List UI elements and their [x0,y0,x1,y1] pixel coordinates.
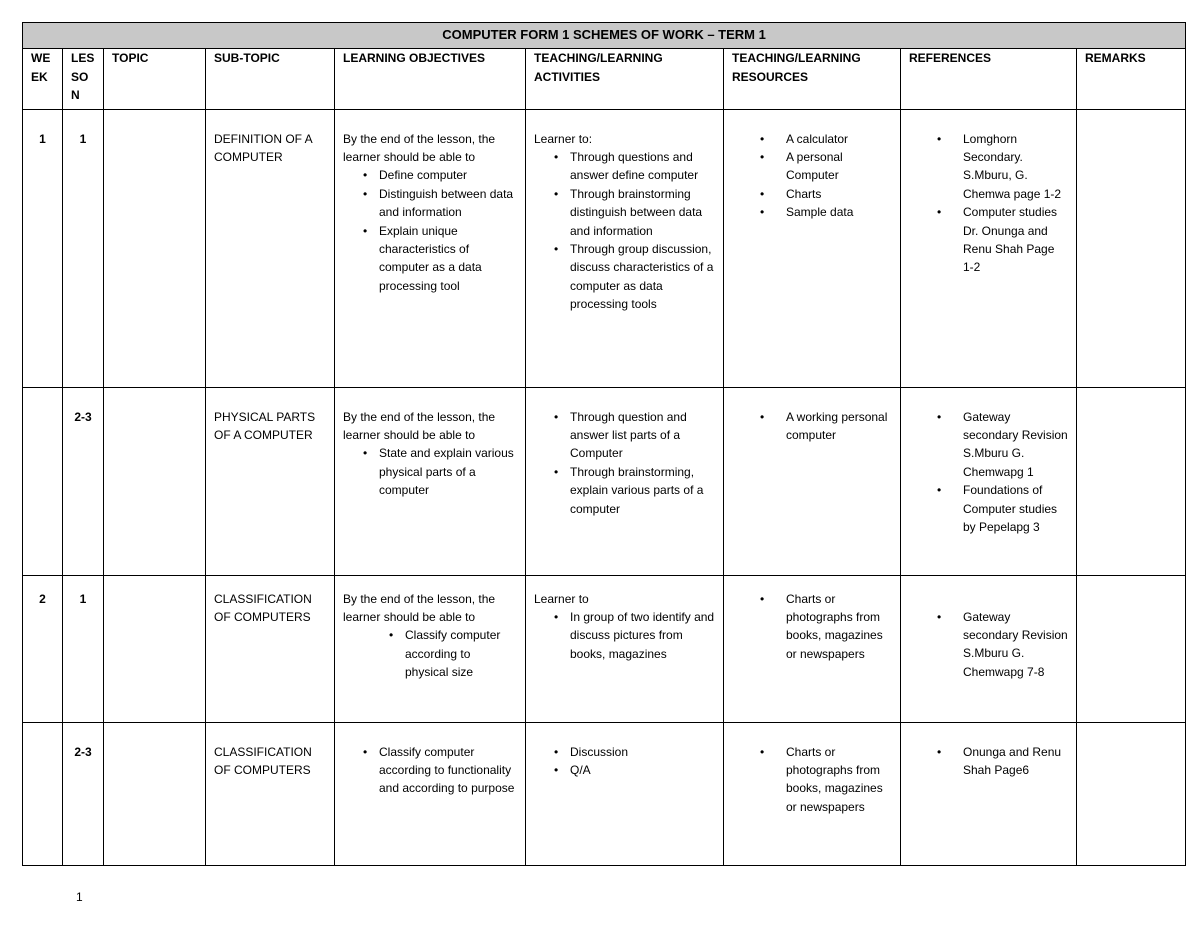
list-item: • Charts [732,185,892,203]
resources-cell [724,722,901,865]
remarks-cell [1077,387,1186,575]
list-item: • A calculator [732,130,892,148]
week-cell [23,722,63,865]
list-item: • Computer studies Dr. Onunga and Renu Shah Page 1-2 [909,203,1068,277]
list-item: • Discussion [534,743,715,761]
list-item: • In group of two identify and discuss pictures from books, magazines [534,608,715,663]
list-item: • Explain unique characteristics of computer as a data processing tool [343,222,517,296]
list-item: • Lomghorn Secondary. S.Mburu, G. Chemwa page 1-2 [909,130,1068,204]
lesson-cell: 1 [63,575,104,722]
list-item: • Through brainstorming, explain various parts of a computer [534,463,715,518]
list-item: • Through group discussion, discuss characteristics of a computer as data processing tools [534,240,715,314]
references-list [909,743,1068,780]
scheme-of-work-table [22,22,1186,866]
list-item: • Q/A [534,761,715,779]
topic-cell [104,722,206,865]
header-activities: TEACHING/LEARNING ACTIVITIES [526,49,724,109]
objectives-cell [335,109,526,387]
activities-cell [526,722,724,865]
list-item: • Classify computer according to physical size [343,626,517,681]
week-cell: 1 [23,109,63,387]
references-cell [901,387,1077,575]
activities-intro: Learner to: [534,131,593,146]
activities-list [534,743,715,780]
objectives-cell [335,575,526,722]
header-topic: TOPIC [104,49,206,109]
activities-intro: Learner to [534,591,589,606]
table-row [23,109,1186,387]
list-item: • Define computer [343,166,517,184]
list-item: • Charts or photographs from books, magazines or newspapers [732,743,892,817]
page-number: 1 [76,890,83,904]
header-references: REFERENCES [901,49,1077,109]
table-row [23,387,1186,575]
subtopic-cell: CLASSIFICATION OF COMPUTERS [206,722,335,865]
resources-list [732,743,892,817]
week-cell [23,387,63,575]
header-week: WE EK [23,49,63,109]
list-item: • Through brainstorming distinguish between data and information [534,185,715,240]
topic-cell [104,575,206,722]
list-item: • Through questions and answer define computer [534,148,715,185]
subtopic-cell: PHYSICAL PARTS OF A COMPUTER [206,387,335,575]
list-item: • Onunga and Renu Shah Page6 [909,743,1068,780]
activities-list [534,408,715,518]
list-item: • Gateway secondary Revision S.Mburu G. Chemwapg 7-8 [909,608,1068,682]
references-list [909,130,1068,277]
lesson-cell: 2-3 [63,387,104,575]
objectives-list [343,626,517,681]
table-row [23,722,1186,865]
objectives-intro: By the end of the lesson, the learner should be able to [343,131,496,165]
activities-list [534,148,715,314]
list-item: • Sample data [732,203,892,221]
objectives-intro: By the end of the lesson, the learner should be able to [343,409,496,443]
activities-cell [526,387,724,575]
header-lesson: LES SO N [63,49,104,109]
table-title: COMPUTER FORM 1 SCHEMES OF WORK – TERM 1 [23,23,1186,49]
header-remarks: REMARKS [1077,49,1186,109]
list-item: • Distinguish between data and information [343,185,517,222]
resources-cell [724,109,901,387]
objectives-cell [335,722,526,865]
activities-cell [526,575,724,722]
subtopic-cell: DEFINITION OF A COMPUTER [206,109,335,387]
list-item: • Gateway secondary Revision S.Mburu G. Chemwapg 1 [909,408,1068,482]
header-resources: TEACHING/LEARNING RESOURCES [724,49,901,109]
objectives-list [343,166,517,295]
remarks-cell [1077,109,1186,387]
week-cell: 2 [23,575,63,722]
references-list [909,608,1068,682]
resources-list [732,590,892,664]
lesson-cell: 2-3 [63,722,104,865]
list-item: • State and explain various physical parts of a computer [343,444,517,499]
topic-cell [104,109,206,387]
references-cell [901,575,1077,722]
objectives-list [343,743,517,798]
activities-cell [526,109,724,387]
list-item: • Classify computer according to functionality and according to purpose [343,743,517,798]
activities-list [534,608,715,663]
objectives-list [343,444,517,499]
list-item: • Charts or photographs from books, magazines or newspapers [732,590,892,664]
topic-cell [104,387,206,575]
remarks-cell [1077,575,1186,722]
subtopic-cell: CLASSIFICATION OF COMPUTERS [206,575,335,722]
table-row [23,575,1186,722]
list-item: • Through question and answer list parts of a Computer [534,408,715,463]
references-cell [901,109,1077,387]
header-objectives: LEARNING OBJECTIVES [335,49,526,109]
references-list [909,408,1068,537]
objectives-intro: By the end of the lesson, the learner should be able to [343,591,496,625]
resources-cell [724,575,901,722]
resources-cell [724,387,901,575]
resources-list [732,408,892,445]
header-subtopic: SUB-TOPIC [206,49,335,109]
header-row [23,49,1186,109]
list-item: • A working personal computer [732,408,892,445]
lesson-cell: 1 [63,109,104,387]
remarks-cell [1077,722,1186,865]
resources-list [732,130,892,222]
list-item: • Foundations of Computer studies by Pepelapg 3 [909,481,1068,536]
objectives-cell [335,387,526,575]
references-cell [901,722,1077,865]
list-item: • A personal Computer [732,148,892,185]
